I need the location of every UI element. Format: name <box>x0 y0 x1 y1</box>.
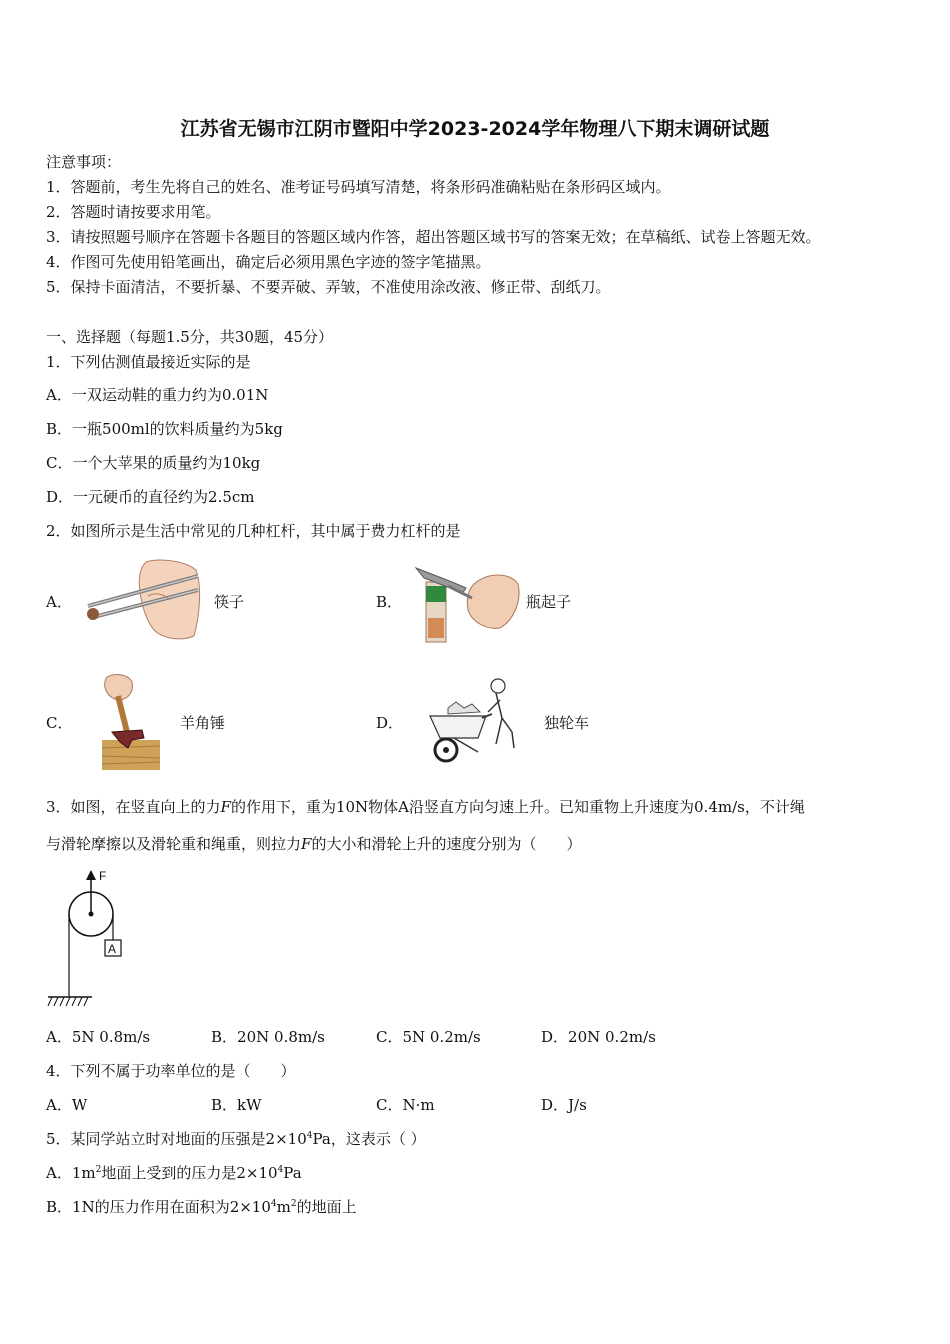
q5-exponent: 4 <box>306 1131 313 1141</box>
q5-exponent: 4 <box>270 1199 277 1209</box>
q5-exponent: 2 <box>290 1199 297 1209</box>
q4-stem: 4．下列不属于功率单位的是（ ） <box>46 1062 296 1080</box>
q3-option-c: C．5N 0.2m/s <box>376 1028 481 1046</box>
section-heading: 一、选择题（每题1.5分，共30题，45分） <box>46 328 334 346</box>
chopsticks-image <box>84 556 204 644</box>
q2-option-d-label: 独轮车 <box>544 714 590 732</box>
q3-option-b: B．20N 0.8m/s <box>211 1028 325 1046</box>
bottle-opener-image <box>410 558 522 644</box>
q3-option-d: D．20N 0.2m/s <box>541 1028 656 1046</box>
q3-stem-text: 的作用下，重为10N物体A沿竖直方向匀速上升。已知重物上升速度为0.4m/s，不计绳 <box>230 798 805 816</box>
q2-option-a-label: 筷子 <box>214 593 245 611</box>
notice-item-3: 3．请按照题号顺序在答题卡各题目的答题区域内作答，超出答题区域书写的答案无效；在草稿纸、试卷上答题无效。 <box>46 228 821 246</box>
q2-option-b-label: 瓶起子 <box>526 593 572 611</box>
q5-stem <box>46 1129 426 1149</box>
q3-stem-text: 与滑轮摩擦以及滑轮重和绳重，则拉力 <box>46 835 302 853</box>
q5-option-a-text: A．1m <box>46 1164 96 1182</box>
q2-stem: 2．如图所示是生活中常见的几种杠杆，其中属于费力杠杆的是 <box>46 522 461 540</box>
q2-option-c-label: 羊角锤 <box>180 714 226 732</box>
q4-option-c: C．N·m <box>376 1096 435 1114</box>
pulley-force-label: F <box>99 869 107 883</box>
q3-force-symbol: F <box>301 835 312 853</box>
pulley-block-label: A <box>108 942 117 956</box>
q5-option-b <box>46 1197 357 1217</box>
q2-option-b-letter: B． <box>376 593 403 611</box>
notice-heading: 注意事项： <box>46 153 122 171</box>
q1-option-d: D．一元硬币的直径约为2.5cm <box>46 488 255 506</box>
wheelbarrow-image <box>426 672 540 766</box>
page-title: 江苏省无锡市江阴市暨阳中学2023-2024学年物理八下期末调研试题 <box>180 118 770 140</box>
q3-stem-text: 的大小和滑轮上升的速度分别为（ ） <box>311 835 582 853</box>
q5-option-a-text: 地面上受到的压力是2×10 <box>101 1164 278 1182</box>
q4-option-a: A．W <box>46 1096 88 1114</box>
q3-stem-line2 <box>46 834 581 854</box>
q5-stem-text: 5．某同学站立时对地面的压强是2×10 <box>46 1130 307 1148</box>
q3-stem-text: 3．如图，在竖直向上的力 <box>46 798 221 816</box>
q2-option-d-letter: D． <box>376 714 404 732</box>
q1-option-a: A．一双运动鞋的重力约为0.01N <box>46 386 269 404</box>
notice-item-5: 5．保持卡面清洁，不要折暴、不要弄破、弄皱，不准使用涂改液、修正带、刮纸刀。 <box>46 278 611 296</box>
claw-hammer-image <box>98 670 162 772</box>
q4-option-d: D．J/s <box>541 1096 587 1114</box>
q5-option-b-text: m <box>276 1198 291 1216</box>
q5-option-b-text: 的地面上 <box>296 1198 357 1216</box>
q5-option-a <box>46 1163 302 1183</box>
q3-force-symbol: F <box>220 798 231 816</box>
q2-option-a-letter: A． <box>46 593 72 611</box>
q5-exponent: 2 <box>95 1165 102 1175</box>
q1-option-b: B．一瓶500ml的饮料质量约为5kg <box>46 420 283 438</box>
q3-option-a: A．5N 0.8m/s <box>46 1028 151 1046</box>
q5-option-b-text: B．1N的压力作用在面积为2×10 <box>46 1198 271 1216</box>
q1-stem: 1．下列估测值最接近实际的是 <box>46 353 251 371</box>
q5-option-a-text: Pa <box>283 1164 302 1182</box>
q5-stem-text: Pa，这表示（ ） <box>312 1130 426 1148</box>
notice-item-1: 1．答题前，考生先将自己的姓名、准考证号码填写清楚，将条形码准确粘贴在条形码区域内。 <box>46 178 671 196</box>
q4-option-b: B．kW <box>211 1096 262 1114</box>
q2-option-c-letter: C． <box>46 714 73 732</box>
notice-item-4: 4．作图可先使用铅笔画出，确定后必须用黑色字迹的签字笔描黑。 <box>46 253 491 271</box>
q5-exponent: 4 <box>277 1165 284 1175</box>
q3-stem-line1 <box>46 797 805 817</box>
notice-item-2: 2．答题时请按要求用笔。 <box>46 203 221 221</box>
pulley-diagram <box>44 866 128 1012</box>
q1-option-c: C．一个大苹果的质量约为10kg <box>46 454 261 472</box>
